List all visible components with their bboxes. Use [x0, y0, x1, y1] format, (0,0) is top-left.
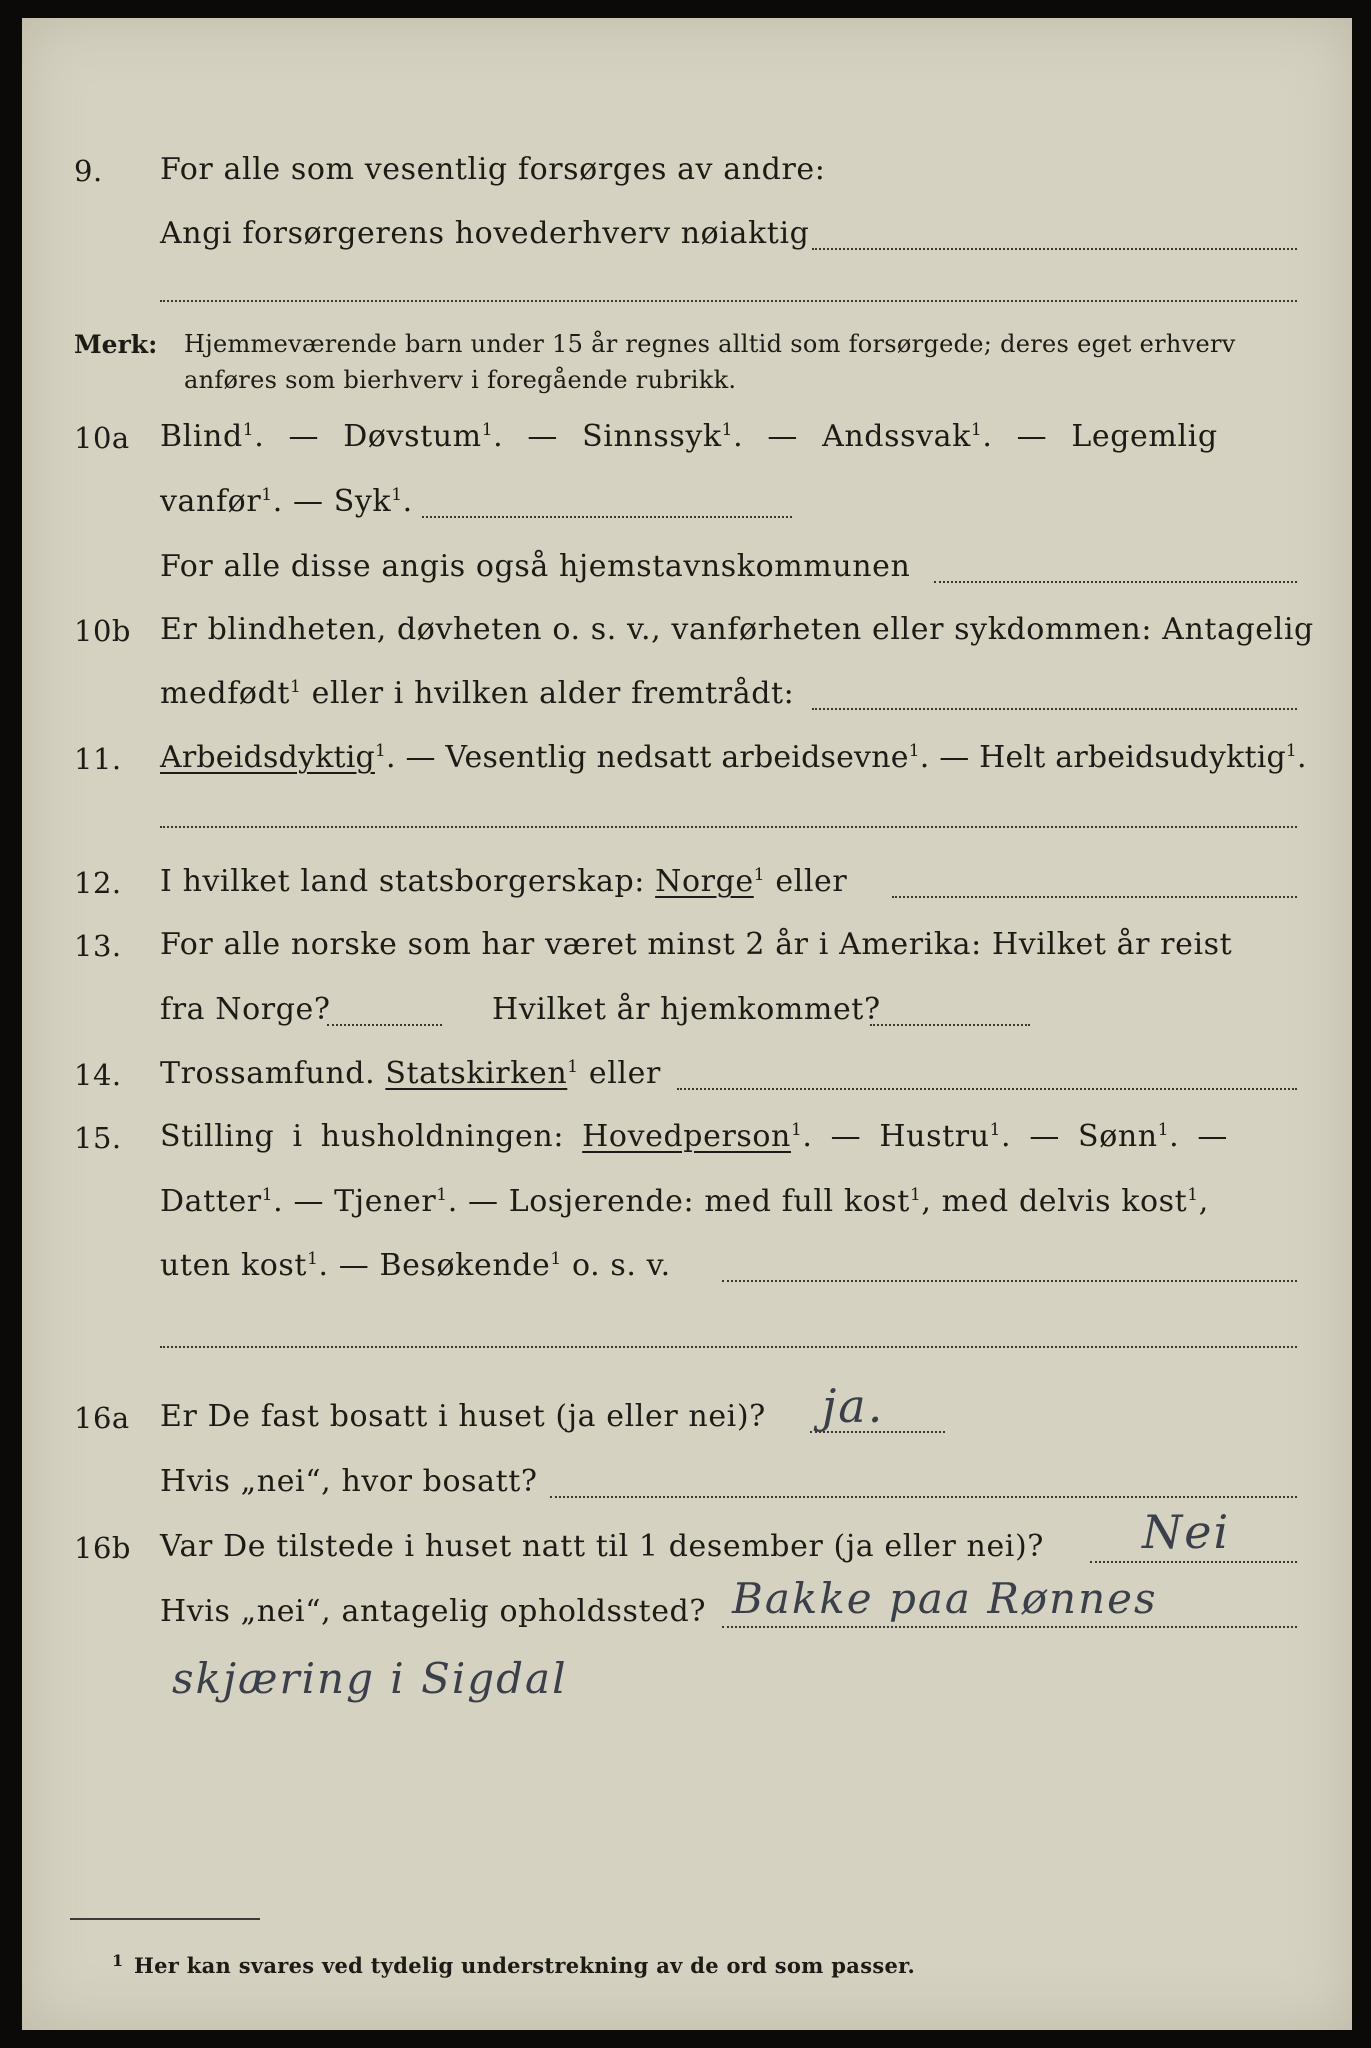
answer-dotted-line: [1090, 1561, 1297, 1563]
question-number: 9.: [74, 154, 103, 188]
answer-dotted-line: [870, 1024, 1030, 1026]
question-number: 13.: [74, 929, 122, 963]
footnote: [22, 1943, 1352, 1993]
underlined-answer: Arbeidsdyktig: [160, 740, 375, 775]
question-number: 10a: [74, 421, 130, 455]
question-text: uten kost$^1$. — Besøkende$^1$ o. s. v.: [160, 1248, 671, 1283]
answer-dotted-line: [160, 1346, 1297, 1348]
question-10a-line2: [22, 478, 1352, 528]
question-9-line2: [22, 210, 1352, 260]
question-text: medfødt$^1$ eller i hvilken alder fremtrådt:: [160, 676, 795, 711]
question-text: For alle disse angis også hjemstavnskommunen: [160, 549, 911, 584]
question-16a-line2: [22, 1458, 1352, 1508]
answer-dotted-line: [550, 1496, 1297, 1498]
footnote-text: Her kan svares ved tydelig understrekning av de ord som passer.: [134, 1953, 916, 1978]
note-text: Hjemmeværende barn under 15 år regnes alltid som forsørgede; deres eget erhverv: [184, 330, 1236, 358]
footnote-rule: [70, 1918, 260, 1920]
question-10a: [22, 413, 1352, 463]
question-text: Blind$^1$. — Døvstum$^1$. — Sinnssyk$^1$. — Andssvak$^1$. — Legemlig: [160, 419, 1218, 454]
question-10a-line3: [22, 543, 1352, 593]
answer-dotted-line: [812, 248, 1297, 250]
handwritten-answer: ja.: [822, 1379, 885, 1433]
underlined-answer: Hovedperson: [582, 1119, 791, 1154]
question-number: 11.: [74, 742, 122, 776]
handwritten-answer: skjæring i Sigdal: [172, 1654, 568, 1703]
question-12: [22, 858, 1352, 908]
note-label: Merk:: [74, 330, 158, 359]
question-text: I hvilket land statsborgerskap: Norge$^1$ eller: [160, 864, 848, 899]
census-form-page: [22, 18, 1352, 2030]
merk-note-line2: [22, 356, 1352, 406]
question-text: Stilling i husholdningen: Hovedperson$^1$. — Hustru$^1$. — Sønn$^1$. —: [160, 1119, 1229, 1154]
question-text: Hvis „nei“, hvor bosatt?: [160, 1464, 538, 1499]
question-text: Trossamfund. Statskirken$^1$ eller: [160, 1056, 661, 1091]
question-text: Hvilket år hjemkommet?: [492, 992, 881, 1027]
question-text: Hvis „nei“, antagelig opholdssted?: [160, 1594, 707, 1629]
question-text: Er blindheten, døvheten o. s. v., vanførheten eller sykdommen: Antagelig: [160, 612, 1314, 647]
question-9: [22, 146, 1352, 196]
question-text: For alle norske som har været minst 2 år i Amerika: Hvilket år reist: [160, 927, 1233, 962]
answer-dotted-line: [422, 516, 792, 518]
footnote-mark: 1: [112, 1951, 124, 1970]
underlined-answer: Statskirken: [385, 1056, 568, 1091]
question-14: [22, 1050, 1352, 1100]
question-text: Angi forsørgerens hovederhverv nøiaktig: [160, 216, 810, 251]
answer-dotted-line: [722, 1280, 1297, 1282]
answer-dotted-line: [892, 896, 1297, 898]
answer-dotted-line: [160, 300, 1297, 302]
question-text: fra Norge?: [160, 992, 331, 1027]
answer-dotted-line: [327, 1024, 442, 1026]
question-16b: [22, 1505, 1352, 1573]
handwritten-answer: Bakke paa Rønnes: [732, 1574, 1158, 1623]
question-11: [22, 734, 1352, 784]
question-10b-line2: [22, 670, 1352, 720]
question-text: Var De tilstede i huset natt til 1 desember (ja eller nei)?: [160, 1529, 1044, 1564]
question-number: 15.: [74, 1121, 122, 1155]
question-text: Arbeidsdyktig$^1$. — Vesentlig nedsatt arbeidsevne$^1$. — Helt arbeidsudyktig$^1$.: [160, 740, 1307, 775]
question-number: 14.: [74, 1058, 122, 1092]
answer-dotted-line: [812, 708, 1297, 710]
answer-dotted-line: [677, 1088, 1297, 1090]
underlined-answer: Norge: [655, 864, 754, 899]
question-10b: [22, 606, 1352, 656]
answer-dotted-line: [160, 826, 1297, 828]
question-15-line3: [22, 1242, 1352, 1292]
question-15: [22, 1113, 1352, 1163]
question-16b-line3: [22, 1654, 1352, 1708]
question-13-line2: [22, 986, 1352, 1036]
question-15-line2: [22, 1178, 1352, 1228]
question-text: For alle som vesentlig forsørges av andre:: [160, 152, 826, 187]
question-16a: [22, 1379, 1352, 1443]
question-13: [22, 921, 1352, 971]
note-text: anføres som bierhverv i foregående rubrikk.: [184, 366, 737, 394]
question-text: vanfør$^1$. — Syk$^1$.: [160, 484, 413, 519]
answer-dotted-line: [722, 1626, 1297, 1628]
question-number: 16b: [74, 1531, 131, 1565]
handwritten-answer: Nei: [1142, 1505, 1231, 1559]
question-number: 12.: [74, 866, 122, 900]
question-text: Er De fast bosatt i huset (ja eller nei)?: [160, 1399, 766, 1434]
question-text: Datter$^1$. — Tjener$^1$. — Losjerende: med full kost$^1$, med delvis kost$^1$,: [160, 1184, 1209, 1219]
question-number: 10b: [74, 614, 131, 648]
answer-dotted-line: [934, 581, 1297, 583]
question-16b-line2: [22, 1574, 1352, 1638]
question-number: 16a: [74, 1401, 130, 1435]
